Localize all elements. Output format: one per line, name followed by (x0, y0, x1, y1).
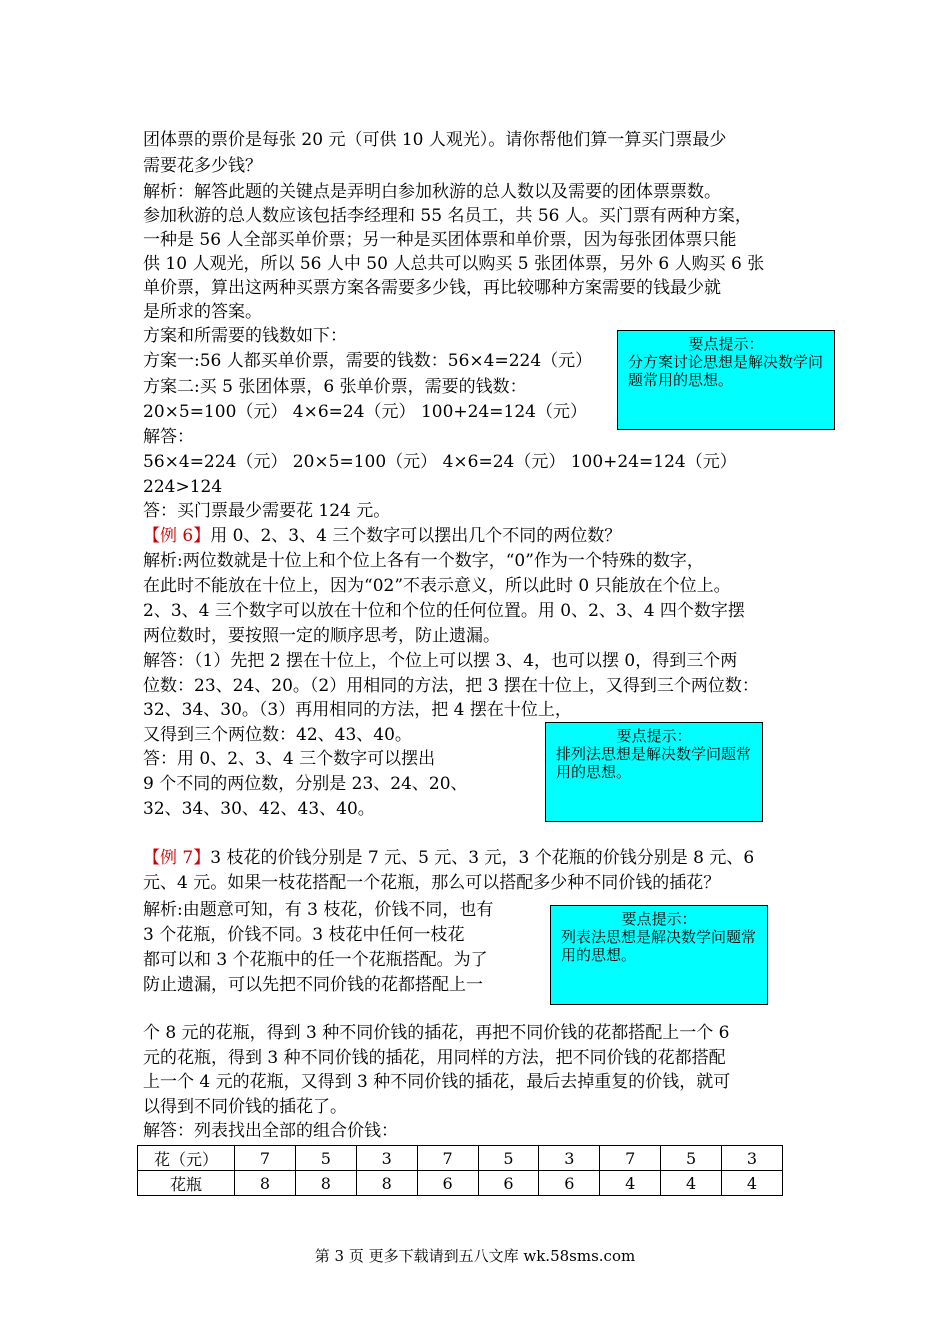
example-7-question: 【例 7】3 枝花的价钱分别是 7 元、5 元、3 元，3 个花瓶的价钱分别是 8 元、6 (143, 848, 755, 868)
table-cell: 6 (539, 1171, 600, 1196)
example-6-question: 【例 6】用 0、2、3、4 三个数字可以摆出几个不同的两位数？ (143, 526, 622, 546)
table-cell: 7 (235, 1146, 296, 1171)
text-line: 解答： (143, 427, 194, 447)
text-line: 解析:由题意可知，有 3 枝花，价钱不同，也有 (143, 900, 494, 920)
text-line: 个 8 元的花瓶，得到 3 种不同价钱的插花，再把不同价钱的花都搭配上一个 6 (143, 1023, 730, 1043)
text-line: 32、34、30。（3）再用相同的方法，把 4 摆在十位上， (143, 700, 572, 720)
table-cell: 6 (478, 1171, 539, 1196)
combination-table (137, 1145, 783, 1196)
text-line: 团体票的票价是每张 20 元（可供 10 人观光）。请你帮他们算一算买门票最少 (143, 130, 727, 150)
text-line: 2、3、4 三个数字可以放在十位和个位的任何位置。用 0、2、3、4 四个数字摆 (143, 601, 745, 621)
text-line: 3 个花瓶，价钱不同。3 枝花中任何一枝花 (143, 925, 465, 945)
table-cell: 5 (661, 1146, 722, 1171)
text-line: 是所求的答案。 (143, 302, 262, 322)
table-cell: 4 (722, 1171, 783, 1196)
example-6-tag: 【例 6】 (143, 526, 211, 546)
table-cell: 7 (600, 1146, 661, 1171)
text-line: 224>124 (143, 477, 223, 497)
table-cell: 8 (235, 1171, 296, 1196)
tip-box (617, 330, 835, 430)
text-line: 方案和所需要的钱数如下： (143, 326, 347, 346)
text-line: 参加秋游的总人数应该包括李经理和 55 名员工，共 56 人。买门票有两种方案， (143, 206, 752, 226)
text-line: 方案一:56 人都买单价票，需要的钱数：56×4=224（元） (143, 351, 593, 371)
tip-title: 要点提示： (621, 910, 697, 928)
text-line: 元的花瓶，得到 3 种不同价钱的插花，用同样的方法，把不同价钱的花都搭配 (143, 1048, 726, 1068)
text-line: 单价票，算出这两种买票方案各需要多少钱，再比较哪种方案需要的钱最少就 (143, 278, 721, 298)
table-cell: 6 (417, 1171, 478, 1196)
table-cell: 4 (600, 1171, 661, 1196)
text-line: 在此时不能放在十位上，因为“02”不表示意义，所以此时 0 只能放在个位上。 (143, 576, 731, 596)
text-line: 位数：23、24、20。（2）用相同的方法，把 3 摆在十位上，又得到三个两位数： (143, 676, 759, 696)
table-cell: 花（元） (138, 1146, 235, 1171)
text-line: 解答：列表找出全部的组合价钱： (143, 1121, 398, 1141)
table-row (138, 1146, 783, 1171)
text-line: 以得到不同价钱的插花了。 (143, 1097, 347, 1117)
text-line: 解析：解答此题的关键点是弄明白参加秋游的总人数以及需要的团体票票数。 (143, 182, 721, 202)
table-cell: 5 (295, 1146, 356, 1171)
table-cell: 4 (661, 1171, 722, 1196)
table-cell: 5 (478, 1146, 539, 1171)
tip-body: 排列法思想是解决数学问题常用的思想。 (556, 745, 752, 781)
table-cell: 花瓶 (138, 1171, 235, 1196)
text-line: 需要花多少钱？ (143, 156, 262, 176)
text-line: 一种是 56 人全部买单价票；另一种是买团体票和单价票，因为每张团体票只能 (143, 230, 737, 250)
text-line: 又得到三个两位数：42、43、40。 (143, 725, 412, 745)
text-line: 56×4=224（元） 20×5=100（元） 4×6=24（元） 100+24=124（元） (143, 452, 737, 472)
tip-body: 列表法思想是解决数学问题常用的思想。 (561, 928, 757, 964)
text-line: 方案二:买 5 张团体票，6 张单价票，需要的钱数： (143, 377, 527, 397)
table-cell: 8 (356, 1171, 417, 1196)
text-line: 9 个不同的两位数，分别是 23、24、20、 (143, 774, 468, 794)
table-cell: 7 (417, 1146, 478, 1171)
text-line: 解析:两位数就是十位上和个位上各有一个数字，“0”作为一个特殊的数字， (143, 551, 704, 571)
text-line: 答：买门票最少需要花 124 元。 (143, 501, 391, 521)
example-7-tag: 【例 7】 (143, 848, 211, 868)
tip-box (545, 722, 763, 822)
text-line: 20×5=100（元） 4×6=24（元） 100+24=124（元） (143, 402, 587, 422)
page-footer: 第 3 页 更多下载请到五八文库 wk.58sms.com (314, 1247, 636, 1265)
tip-box (550, 905, 768, 1005)
tip-body: 分方案讨论思想是解决数学问题常用的思想。 (628, 353, 824, 389)
text-line: 都可以和 3 个花瓶中的任一个花瓶搭配。为了 (143, 950, 488, 970)
text-line: 上一个 4 元的花瓶，又得到 3 种不同价钱的插花，最后去掉重复的价钱，就可 (143, 1072, 731, 1092)
tip-title: 要点提示： (616, 727, 692, 745)
text-line: 防止遗漏，可以先把不同价钱的花都搭配上一 (143, 975, 483, 995)
text-line: 供 10 人观光，所以 56 人中 50 人总共可以购买 5 张团体票，另外 6 人购买 6 张 (143, 254, 765, 274)
table-cell: 3 (539, 1146, 600, 1171)
tip-title: 要点提示： (688, 335, 764, 353)
text-line: 答：用 0、2、3、4 三个数字可以摆出 (143, 749, 436, 769)
table-cell: 3 (356, 1146, 417, 1171)
text-line: 两位数时，要按照一定的顺序思考，防止遗漏。 (143, 626, 500, 646)
table-cell: 8 (295, 1171, 356, 1196)
text-line: 解答：（1）先把 2 摆在十位上，个位上可以摆 3、4，也可以摆 0，得到三个两 (143, 651, 738, 671)
text-line: 32、34、30、42、43、40。 (143, 799, 375, 819)
text-line: 元、4 元。如果一枝花搭配一个花瓶，那么可以搭配多少种不同价钱的插花？ (143, 873, 721, 893)
table-row (138, 1171, 783, 1196)
table-cell: 3 (722, 1146, 783, 1171)
